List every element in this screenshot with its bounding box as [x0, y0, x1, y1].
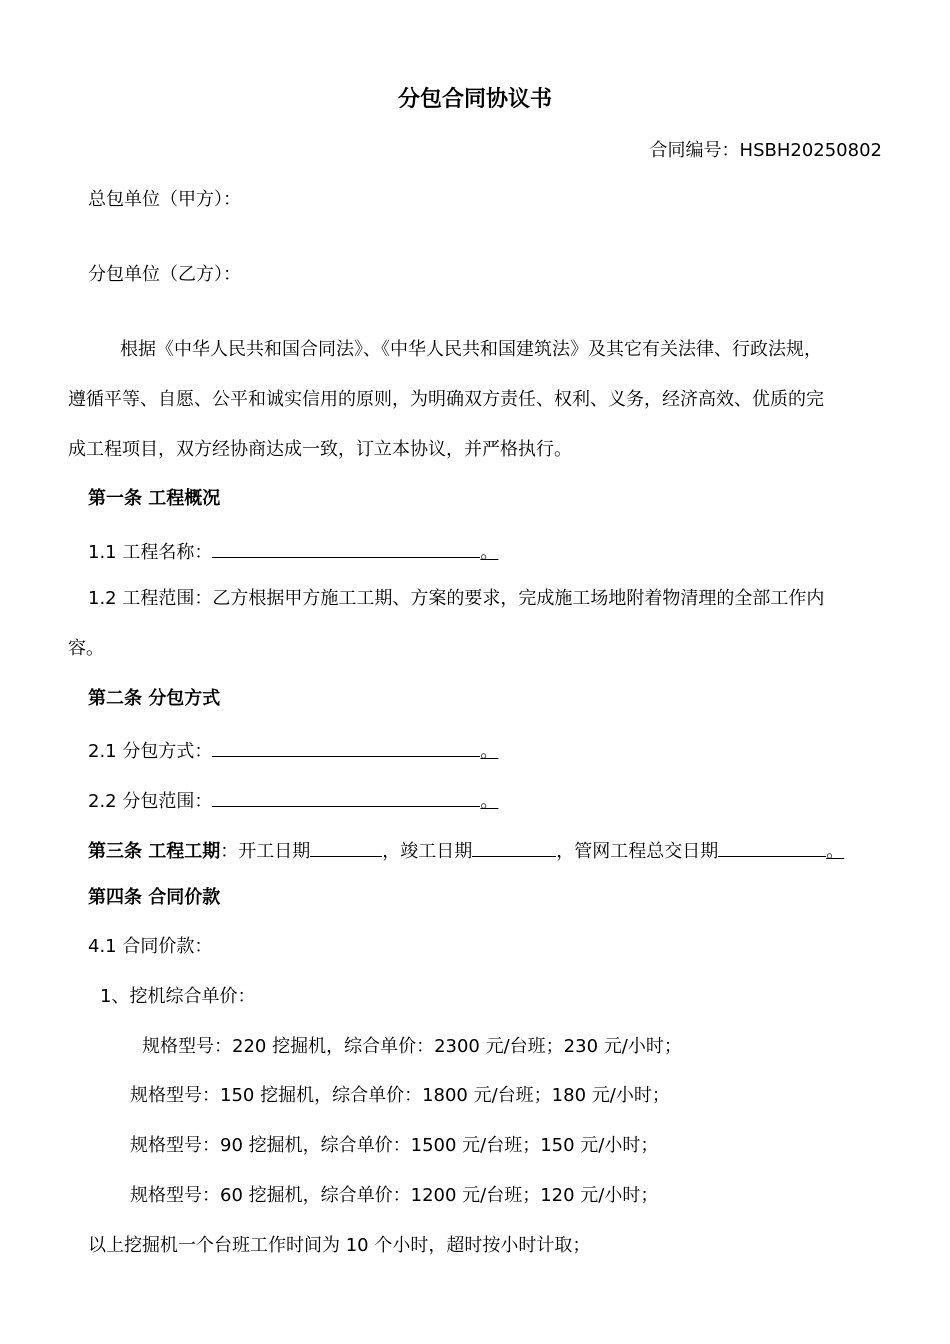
- subcontract-method-row: [88, 736, 498, 764]
- intro-paragraph-line-2: 遵循平等、自愿、公平和诚实信用的原则，为明确双方责任、权利、义务，经济高效、优质的完: [68, 389, 824, 410]
- intro-paragraph-line-1: 根据《中华人民共和国合同法》、《中华人民共和国建筑法》及其它有关法律、行政法规，: [120, 339, 822, 360]
- project-name-label: 1.1 工程名称：: [88, 542, 213, 563]
- start-date-label: 开工日期: [238, 841, 311, 862]
- spec-220-excavator: 规格型号：220 挖掘机，综合单价：2300 元/台班；230 元/小时；: [142, 1036, 682, 1057]
- contract-number: 合同编号：HSBH20250802: [649, 140, 882, 161]
- start-date-blank: [310, 836, 382, 857]
- project-scope-line-2: 容。: [68, 638, 104, 659]
- article-3-heading: 第三条 工程工期: [88, 841, 221, 862]
- handover-date-blank: [718, 836, 826, 857]
- shift-hours-note: 以上挖掘机一个台班工作时间为 10 个小时，超时按小时计取；: [88, 1235, 591, 1256]
- contract-price-label: 4.1 合同价款：: [88, 936, 213, 957]
- subcontract-method-blank: [212, 736, 480, 757]
- finish-date-blank: [472, 836, 556, 857]
- document-title: 分包合同协议书: [397, 87, 552, 112]
- subcontract-method-label: 2.1 分包方式：: [88, 741, 213, 762]
- article-4-heading: 第四条 合同价款: [88, 887, 221, 908]
- article-3-row: [88, 836, 844, 864]
- excavator-unit-price-heading: 1、挖机综合单价：: [100, 986, 256, 1007]
- article-2-heading: 第二条 分包方式: [88, 688, 221, 709]
- project-name-row: [88, 537, 498, 565]
- spec-150-excavator: 规格型号：150 挖掘机，综合单价：1800 元/台班；180 元/小时；: [130, 1085, 670, 1106]
- handover-date-label: 管网工程总交日期: [574, 841, 719, 862]
- subcontract-scope-blank: [212, 786, 480, 807]
- article-3-separator-1: ，: [382, 841, 401, 862]
- project-name-end: 。: [480, 542, 499, 563]
- spec-90-excavator: 规格型号：90 挖掘机，综合单价：1500 元/台班；150 元/小时；: [130, 1135, 659, 1156]
- intro-paragraph-line-3: 成工程项目，双方经协商达成一致，订立本协议，并严格执行。: [68, 439, 572, 460]
- subcontract-scope-row: [88, 786, 498, 814]
- article-3-end: 。: [826, 841, 845, 862]
- finish-date-label: 竣工日期: [400, 841, 473, 862]
- project-scope-line-1: 1.2 工程范围：乙方根据甲方施工工期、方案的要求，完成施工场地附着物清理的全部工作内: [88, 588, 825, 609]
- article-1-heading: 第一条 工程概况: [88, 488, 221, 509]
- project-name-blank: [212, 537, 480, 558]
- party-a-label: 总包单位（甲方）：: [88, 189, 241, 210]
- party-b-label: 分包单位（乙方）：: [88, 264, 241, 285]
- subcontract-scope-label: 2.2 分包范围：: [88, 791, 213, 812]
- article-3-colon: ：: [220, 841, 239, 862]
- article-3-separator-2: ，: [556, 841, 575, 862]
- subcontract-scope-end: 。: [480, 791, 499, 812]
- spec-60-excavator: 规格型号：60 挖掘机，综合单价：1200 元/台班；120 元/小时；: [130, 1185, 659, 1206]
- subcontract-method-end: 。: [480, 741, 499, 762]
